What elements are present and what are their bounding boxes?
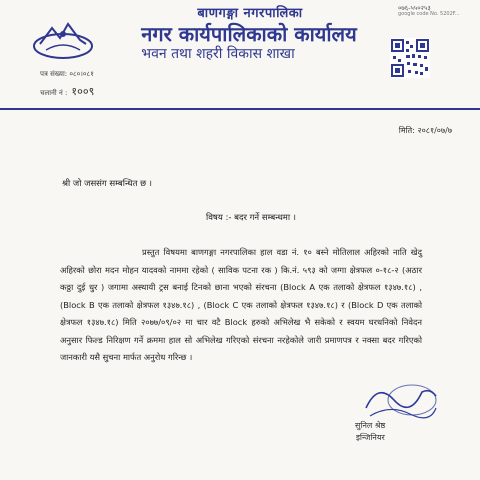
body-paragraph: प्रस्तुत विषयमा बाणगङ्गा नगरपालिका हाल वडा नं. १० बस्ने मोतिलाल अहिरको नाति खेदु अहिरको छोरा मदन मोहन यादवको नाममा रहेको ( साविक पटना रक ) कि.नं. ५९३ को जग्गा क्षेत्रफल ०-१८-२ (अठार कठ्ठा दुई धुर ) जगामा अस्थायी ट्रस बनाई टिनको छाना भएको संरचना (Block A एक तलाको क्षेत्रफल १३४७.१८) , (Block B एक तलाको क्षेत्रफल १३४७.१८) , (Block C एक तलाको क्षेत्रफल १३४७.१८) र (Block D एक तलाको क्षेत्रफल १३४७.१८) मिति २०७७/०९/०२ मा चार वटै Block हरुको अभिलेख भै सकेको र स्वयम घरधनिको निवेदन अनुसार फिल्ड निरिक्षण गर्ने क्रममा हाल सो अभिलेख गरिएको संरचना नरहेकोले जारी प्रमाणपत्र र नक्सा बदर गरिएको जानकारी यसै सुचना मार्फत अनुरोध गरिन्छ । <box>60 247 422 362</box>
signatory-title: इन्जिनियर <box>356 433 385 442</box>
signatory-name: सुनिल श्रेष्ठ <box>355 421 386 430</box>
subject-line: विषय :- बदर गर्ने सम्बन्धमा । <box>206 213 297 223</box>
recipient-line: श्री जो जससंग सम्बन्धित छ । <box>62 179 152 189</box>
phone-number: ०७६-५५०२५३ <box>398 4 431 12</box>
letter-body <box>60 244 422 367</box>
section-name: भवन तथा शहरी विकास शाखा <box>141 46 295 62</box>
reference-number: पत्र संख्या: ०८०।०८१ <box>40 70 94 78</box>
qr-code-icon <box>390 38 430 78</box>
header-divider <box>0 108 480 110</box>
google-code: google code No. 5202F... <box>398 11 460 17</box>
dispatch-number <box>40 84 94 99</box>
dispatch-value: १००९ <box>71 85 95 98</box>
office-name: नगर कार्यपालिकाको कार्यालय <box>141 22 357 46</box>
municipality-emblem-icon <box>32 16 94 60</box>
municipality-name: बाणगङ्गा नगरपालिका <box>197 6 303 21</box>
signature-stamp <box>360 378 440 424</box>
letter-date: मिति: २०८१/०७/७ <box>398 126 452 135</box>
dispatch-label: चलानी नं : <box>40 89 68 97</box>
